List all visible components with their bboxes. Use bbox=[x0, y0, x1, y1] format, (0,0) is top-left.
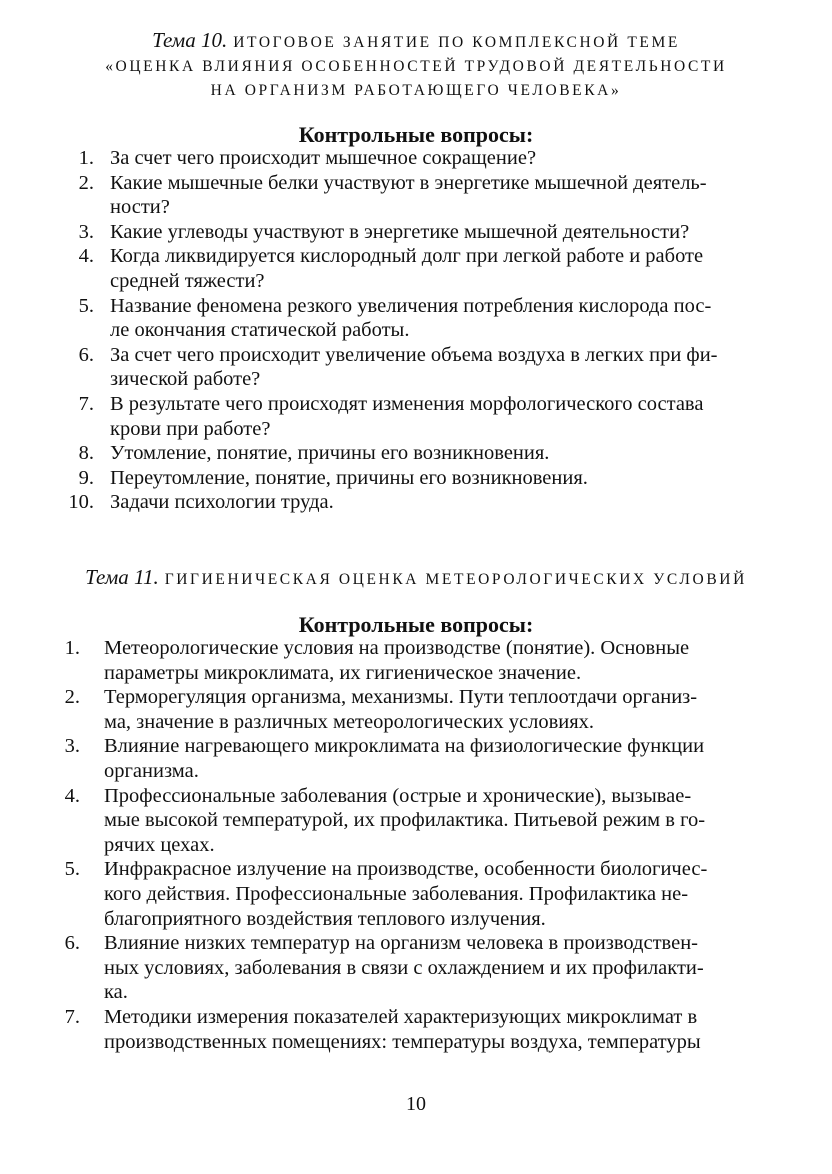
question-number: 4. bbox=[78, 245, 94, 268]
question-number: 3. bbox=[64, 735, 80, 758]
question-item bbox=[0, 220, 832, 245]
question-number: 7. bbox=[78, 392, 94, 415]
question-text-line: ных условиях, заболевания в связи с охлаждением и их профилакти- bbox=[104, 956, 704, 979]
question-text-line: В результате чего происходят изменения морфологического состава bbox=[110, 392, 704, 415]
question-number: 2. bbox=[64, 686, 80, 709]
question-text-line: организма. bbox=[104, 759, 199, 782]
question-number: 9. bbox=[78, 466, 94, 489]
question-text bbox=[110, 343, 832, 392]
question-item bbox=[0, 734, 832, 783]
question-text-line: Влияние низких температур на организм человека в производствен- bbox=[104, 932, 698, 955]
question-text-line: благоприятного воздействия теплового излучения. bbox=[104, 907, 546, 930]
question-text-line: Терморегуляция организма, механизмы. Пути теплоотдачи организ- bbox=[104, 686, 698, 709]
question-number: 5. bbox=[78, 294, 94, 317]
question-number: 6. bbox=[64, 932, 80, 955]
question-text bbox=[104, 784, 832, 858]
question-number: 8. bbox=[78, 442, 94, 465]
question-text-line: Метеорологические условия на производстве (понятие). Основные bbox=[104, 637, 690, 659]
question-text bbox=[104, 685, 832, 734]
topic-10-question-list bbox=[0, 146, 832, 515]
question-text-line: Влияние нагревающего микроклимата на физиологические функции bbox=[104, 735, 705, 758]
question-text-line: Когда ликвидируется кислородный долг при легкой работе и работе bbox=[110, 245, 704, 268]
question-text bbox=[110, 490, 832, 515]
question-item bbox=[0, 244, 832, 293]
question-number: 2. bbox=[78, 171, 94, 194]
question-number: 10. bbox=[68, 491, 94, 514]
topic-10-header bbox=[0, 28, 832, 103]
question-item bbox=[0, 784, 832, 858]
question-text bbox=[104, 636, 832, 685]
question-number: 6. bbox=[78, 343, 94, 366]
question-number: 4. bbox=[64, 784, 80, 807]
question-text-line: зической работе? bbox=[110, 368, 261, 391]
question-text-line: Переутомление, понятие, причины его возникновения. bbox=[110, 466, 588, 489]
question-text-line: средней тяжести? bbox=[110, 269, 265, 292]
question-number: 3. bbox=[78, 220, 94, 243]
question-text bbox=[110, 244, 832, 293]
topic-11-question-list bbox=[0, 636, 832, 1054]
question-text bbox=[110, 171, 832, 220]
question-item bbox=[0, 931, 832, 1005]
topic-10-section-title: Контрольные вопросы: bbox=[298, 122, 534, 147]
question-text bbox=[104, 931, 832, 1005]
question-text bbox=[110, 392, 832, 441]
question-text bbox=[104, 857, 832, 931]
topic-10-title-text: ИТОГОВОЕ ЗАНЯТИЕ ПО КОМПЛЕКСНОЙ ТЕМЕ bbox=[233, 34, 680, 51]
question-item bbox=[0, 441, 832, 466]
question-number: 1. bbox=[64, 637, 80, 659]
question-text-line: крови при работе? bbox=[110, 417, 271, 440]
question-text-line: За счет чего происходит увеличение объема воздуха в легких при фи- bbox=[110, 343, 718, 366]
question-text-line: ка. bbox=[104, 981, 128, 1004]
question-text bbox=[110, 466, 832, 491]
question-item bbox=[0, 1005, 832, 1054]
question-text bbox=[110, 146, 832, 171]
question-text-line: ле окончания статической работы. bbox=[110, 319, 410, 342]
question-item bbox=[0, 685, 832, 734]
page-number: 10 bbox=[406, 1093, 426, 1115]
question-text bbox=[110, 441, 832, 466]
topic-10-title-line-2: «ОЦЕНКА ВЛИЯНИЯ ОСОБЕННОСТЕЙ ТРУДОВОЙ ДЕЯТЕЛЬНОСТИ bbox=[105, 58, 727, 75]
question-item bbox=[0, 146, 832, 171]
question-text bbox=[104, 734, 832, 783]
topic-11-header bbox=[0, 565, 832, 592]
question-item bbox=[0, 392, 832, 441]
question-text-line: Методики измерения показателей характеризующих микроклимат в bbox=[104, 1005, 698, 1028]
question-item bbox=[0, 343, 832, 392]
question-text-line: мые высокой температурой, их профилактика. Питьевой режим в го- bbox=[104, 809, 706, 832]
question-text-line: За счет чего происходит мышечное сокращение? bbox=[110, 147, 537, 169]
question-text-line: Инфракрасное излучение на производстве, особенности биологичес- bbox=[104, 858, 708, 881]
topic-10-title-line-3: НА ОРГАНИЗМ РАБОТАЮЩЕГО ЧЕЛОВЕКА» bbox=[210, 82, 622, 99]
question-text-line: Название феномена резкого увеличения потребления кислорода пос- bbox=[110, 294, 712, 317]
question-text-line: Задачи психологии труда. bbox=[110, 491, 334, 514]
question-text-line: ма, значение в различных метеорологических условиях. bbox=[104, 710, 595, 733]
question-number: 5. bbox=[64, 858, 80, 881]
question-text-line: производственных помещениях: температуры воздуха, температуры bbox=[104, 1030, 701, 1053]
question-item bbox=[0, 490, 832, 515]
question-item bbox=[0, 857, 832, 931]
question-text-line: Профессиональные заболевания (острые и хронические), вызывае- bbox=[104, 784, 692, 807]
topic-10-title-line-1 bbox=[0, 28, 832, 55]
topic-11-title-text: ГИГИЕНИЧЕСКАЯ ОЦЕНКА МЕТЕОРОЛОГИЧЕСКИХ УСЛОВИЙ bbox=[164, 571, 747, 588]
question-item bbox=[0, 466, 832, 491]
topic-11-title-line-1 bbox=[0, 565, 832, 592]
question-text-line: Какие углеводы участвуют в энергетике мышечной деятельности? bbox=[110, 220, 690, 243]
topic-11-section-title: Контрольные вопросы: bbox=[298, 612, 534, 637]
question-text-line: рячих цехах. bbox=[104, 833, 215, 856]
topic-10-label: Тема 10. bbox=[152, 28, 228, 52]
question-text-line: ности? bbox=[110, 196, 170, 219]
question-number: 1. bbox=[78, 147, 94, 169]
question-text-line: параметры микроклимата, их гигиеническое значение. bbox=[104, 661, 582, 684]
question-text-line: Какие мышечные белки участвуют в энергетике мышечной деятель- bbox=[110, 171, 707, 194]
question-text bbox=[110, 294, 832, 343]
question-item bbox=[0, 636, 832, 685]
question-text-line: кого действия. Профессиональные заболевания. Профилактика не- bbox=[104, 882, 689, 905]
question-item bbox=[0, 294, 832, 343]
question-item bbox=[0, 171, 832, 220]
question-text bbox=[110, 220, 832, 245]
question-text-line: Утомление, понятие, причины его возникновения. bbox=[110, 442, 550, 465]
topic-11-label: Тема 11. bbox=[85, 565, 159, 589]
question-text bbox=[104, 1005, 832, 1054]
question-number: 7. bbox=[64, 1005, 80, 1028]
